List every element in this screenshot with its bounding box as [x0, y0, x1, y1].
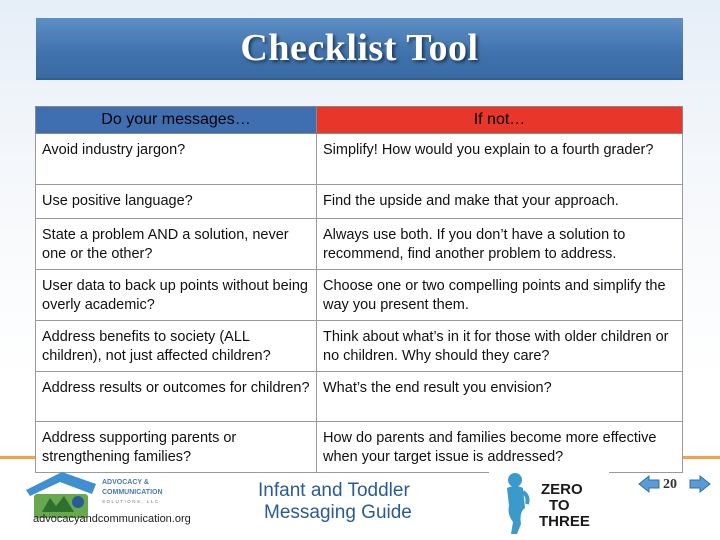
ztt-line-2: TO — [549, 497, 570, 514]
table-row — [36, 185, 683, 219]
ztt-line-3: THREE — [539, 513, 590, 530]
table-header-row — [36, 107, 683, 134]
footer-url[interactable]: advocacyandcommunication.org — [33, 513, 191, 525]
question-cell: Address benefits to society (ALL children), not just affected children? — [36, 321, 317, 372]
advice-cell: Always use both. If you don’t have a solution to recommend, find another problem to address. — [317, 219, 683, 270]
table-row — [36, 219, 683, 270]
logo-text-line2: COMMUNICATION — [102, 489, 163, 496]
advice-cell: How do parents and families become more effective when your target issue is addressed? — [317, 422, 683, 473]
table-row — [36, 372, 683, 422]
question-cell: Address results or outcomes for children? — [36, 372, 317, 422]
advice-cell: Find the upside and make that your approach. — [317, 185, 683, 219]
arrow-right-icon[interactable] — [688, 474, 712, 494]
table-row — [36, 321, 683, 372]
question-cell: Address supporting parents or strengthening families? — [36, 422, 317, 473]
logo-text-line3: SOLUTIONS, LLC — [102, 499, 160, 504]
question-cell: User data to back up points without being overly academic? — [36, 270, 317, 321]
question-cell: Avoid industry jargon? — [36, 134, 317, 185]
page-number: 20 — [663, 477, 677, 492]
checklist-table — [35, 106, 683, 473]
zero-to-three-logo — [489, 468, 609, 538]
table-row — [36, 270, 683, 321]
table-row — [36, 422, 683, 473]
arrow-left-icon[interactable] — [637, 474, 661, 494]
advice-cell: Choose one or two compelling points and simplify the way you present them. — [317, 270, 683, 321]
title-bar — [36, 18, 683, 80]
advice-cell: What’s the end result you envision? — [317, 372, 683, 422]
acs-emblem-icon — [26, 472, 96, 518]
advice-cell: Simplify! How would you explain to a fourth grader? — [317, 134, 683, 185]
header-if-not: If not… — [317, 107, 683, 134]
table-row — [36, 134, 683, 185]
question-cell: State a problem AND a solution, never one or the other? — [36, 219, 317, 270]
logo-text-line1: ADVOCACY & — [102, 479, 149, 486]
slide-title: Checklist Tool — [240, 27, 479, 69]
question-cell: Use positive language? — [36, 185, 317, 219]
child-figure-icon — [507, 473, 528, 534]
ztt-line-1: ZERO — [541, 481, 583, 498]
messaging-guide-label — [258, 480, 438, 524]
guide-line-1: Infant and Toddler — [258, 480, 410, 501]
advice-cell: Think about what’s in it for those with older children or no children. Why should they care? — [317, 321, 683, 372]
header-messages: Do your messages… — [36, 107, 317, 134]
guide-line-2: Messaging Guide — [264, 502, 412, 523]
